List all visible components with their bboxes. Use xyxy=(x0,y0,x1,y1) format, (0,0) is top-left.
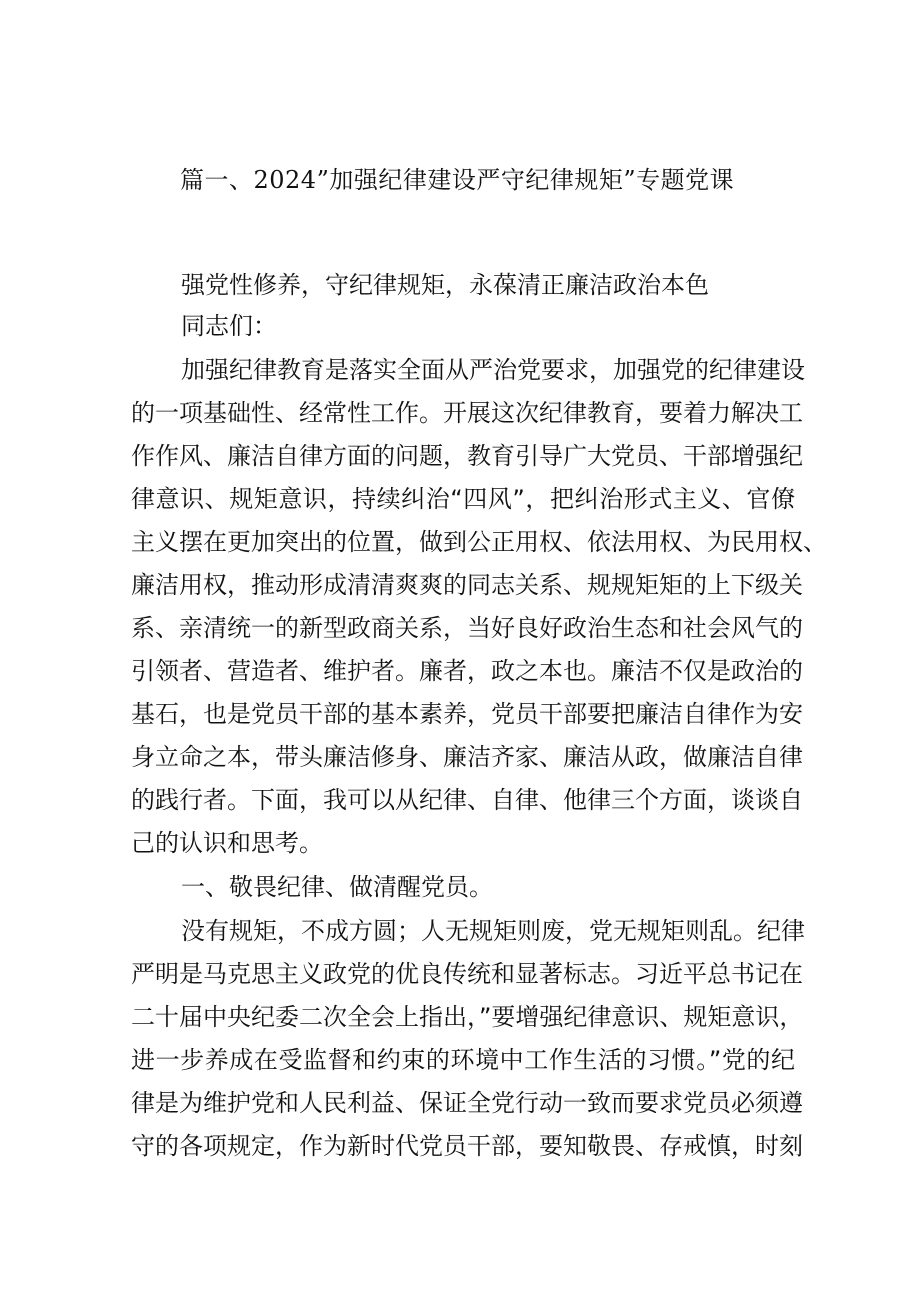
paragraph-1-line: 廉洁用权，推动形成清清爽爽的同志关系、规规矩矩的上下级关 xyxy=(131,571,803,599)
salutation: 同志们： xyxy=(181,312,277,340)
paragraph-1-line: 基石，也是党员干部的基本素养，党员干部要把廉洁自律作为安 xyxy=(131,700,803,728)
paragraph-1-line: 引领者、营造者、维护者。廉者，政之本也。廉洁不仅是政治的 xyxy=(131,657,803,685)
paragraph-1-line: 系、亲清统一的新型政商关系，当好良好政治生态和社会风气的 xyxy=(131,614,803,642)
paragraph-2-line: 没有规矩，不成方圆；人无规矩则废，党无规矩则乱。纪律 xyxy=(181,917,805,945)
paragraph-1-line: 作作风、廉洁自律方面的问题，教育引导广大党员、干部增强纪 xyxy=(131,442,803,470)
paragraph-1-line: 的践行者。下面，我可以从纪律、自律、他律三个方面，谈谈自 xyxy=(131,786,803,814)
paragraph-1-line: 主义摆在更加突出的位置，做到公正用权、依法用权、为民用权、 xyxy=(131,528,827,556)
paragraph-1-line: 的一项基础性、经常性工作。开展这次纪律教育，要着力解决工 xyxy=(131,399,803,427)
paragraph-1-line: 加强纪律教育是落实全面从严治党要求，加强党的纪律建设 xyxy=(181,356,805,384)
paragraph-2-line: 进一步养成在受监督和约束的环境中工作生活的习惯。”党的纪 xyxy=(131,1046,795,1074)
paragraph-2-line: 律是为维护党和人民利益、保证全党行动一致而要求党员必须遵 xyxy=(131,1089,803,1117)
paragraph-1-line: 身立命之本，带头廉洁修身、廉洁齐家、廉洁从政，做廉洁自律 xyxy=(131,743,803,771)
document-subtitle: 强党性修养，守纪律规矩，永葆清正廉洁政治本色 xyxy=(181,271,709,299)
paragraph-1-line: 己的认识和思考。 xyxy=(131,829,323,857)
paragraph-2-line: 严明是马克思主义政党的优良传统和显著标志。习近平总书记在 xyxy=(131,960,803,988)
document-title: 篇一、2024”加强纪律建设严守纪律规矩”专题党课 xyxy=(180,166,735,194)
paragraph-1-line: 律意识、规矩意识，持续纠治“四风”，把纠治形式主义、官僚 xyxy=(131,485,795,513)
section-1-heading: 一、敬畏纪律、做清醒党员。 xyxy=(181,873,493,901)
paragraph-2-line: 守的各项规定，作为新时代党员干部，要知敬畏、存戒慎，时刻 xyxy=(131,1132,803,1160)
paragraph-2-line: 二十届中央纪委二次全会上指出，”要增强纪律意识、规矩意识， xyxy=(131,1003,804,1031)
